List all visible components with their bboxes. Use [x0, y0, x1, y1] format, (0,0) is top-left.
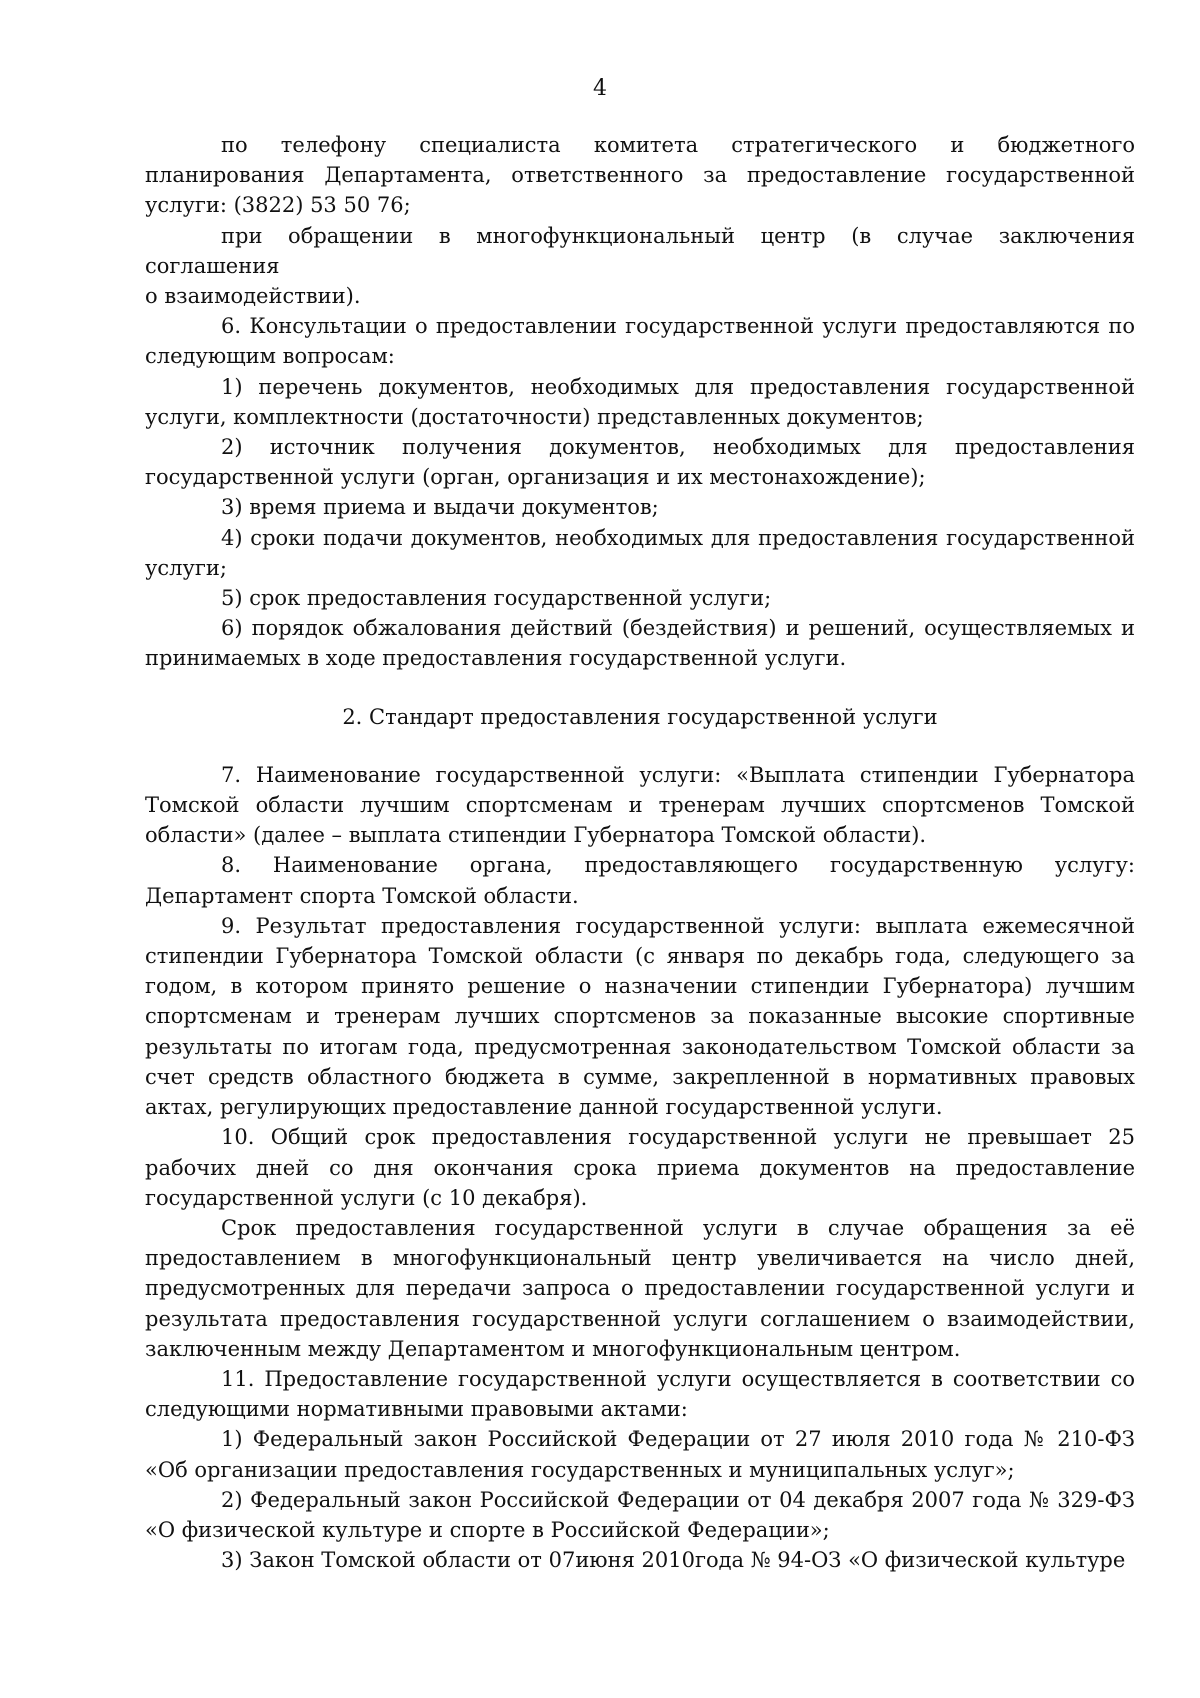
paragraph-item-10: 10. Общий срок предоставления государственной услуги не превышает 25 рабочих дней со дня окончания срока приема документов на предоставление государственной услуги (с 10 декабря). [145, 1125, 1135, 1210]
paragraph-phone-contact: по телефону специалиста комитета стратегического и бюджетного планирования Департамента, ответственного за предоставление государственной услуги: (3822) 53 50 76; [145, 133, 1135, 218]
section-heading: 2. Стандарт предоставления государственной услуги [342, 704, 938, 729]
paragraph-item-8: 8. Наименование органа, предоставляющего государственную услугу: Департамент спорта Томской области. [145, 853, 1135, 908]
paragraph-item-9: 9. Результат предоставления государственной услуги: выплата ежемесячной стипендии Губернатора Томской области (с января по декабрь года, следующего за годом, в котором принято решение о назначении стипендии Губернатора) лучшим спортсменам и тренерам лучших спортсменов за показанные высокие спортивные результаты по итогам года, предусмотренная законодательством Томской области за счет средств областного бюджета в сумме, закрепленной в нормативных правовых актах, регулирующих предоставление данной государственной услуги. [145, 913, 1135, 1120]
paragraph-subitem-1: 1) перечень документов, необходимых для предоставления государственной услуги, комплектности (достаточности) представленных документов; [145, 374, 1135, 429]
paragraph-mfc-contact: при обращении в многофункциональный центр (в случае заключения соглашения [145, 223, 1135, 278]
paragraph-item-11: 11. Предоставление государственной услуги осуществляется в соответствии со следующими нормативными правовыми актами: [145, 1366, 1135, 1422]
page-number: 4 [593, 76, 607, 101]
paragraph-item-7: 7. Наименование государственной услуги: «Выплата стипендии Губернатора Томской области лучшим спортсменам и тренерам лучших спортсменов Томской области» (далее – выплата стипендии Губернатора Томской области). [145, 762, 1135, 848]
document-body [145, 130, 1135, 1575]
paragraph-law-1: 1) Федеральный закон Российской Федерации от 27 июля 2010 года № 210-ФЗ «Об организации предоставления государственных и муниципальных услуг»; [145, 1427, 1135, 1482]
paragraph-subitem-5: 5) срок предоставления государственной услуги; [221, 586, 772, 611]
paragraph-subitem-2: 2) источник получения документов, необходимых для предоставления государственной услуги (орган, организация и их местонахождение); [145, 435, 1135, 490]
paragraph-item-10-mfc: Срок предоставления государственной услуги в случае обращения за её предоставлением в многофункциональный центр увеличивается на число дней, предусмотренных для передачи запроса о предоставлении государственной услуги и результата предоставления государственной услуги соглашением о взаимодействии, заключенным между Департаментом и многофункциональным центром. [145, 1215, 1135, 1361]
paragraph-subitem-4: 4) сроки подачи документов, необходимых для предоставления государственной услуги; [145, 525, 1135, 580]
paragraph-mfc-contact-continued: о взаимодействии). [145, 284, 361, 309]
paragraph-subitem-6: 6) порядок обжалования действий (бездействия) и решений, осуществляемых и принимаемых в ходе предоставления государственной услуги. [145, 616, 1135, 671]
paragraph-law-3: 3) Закон Томской области от 07июня 2010года № 94-ОЗ «О физической культуре [221, 1548, 1126, 1573]
paragraph-item-6: 6. Консультации о предоставлении государственной услуги предоставляются по следующим вопросам: [145, 314, 1135, 369]
paragraph-subitem-3: 3) время приема и выдачи документов; [221, 495, 659, 520]
paragraph-law-2: 2) Федеральный закон Российской Федерации от 04 декабря 2007 года № 329-ФЗ «О физической культуре и спорте в Российской Федерации»; [145, 1487, 1135, 1542]
